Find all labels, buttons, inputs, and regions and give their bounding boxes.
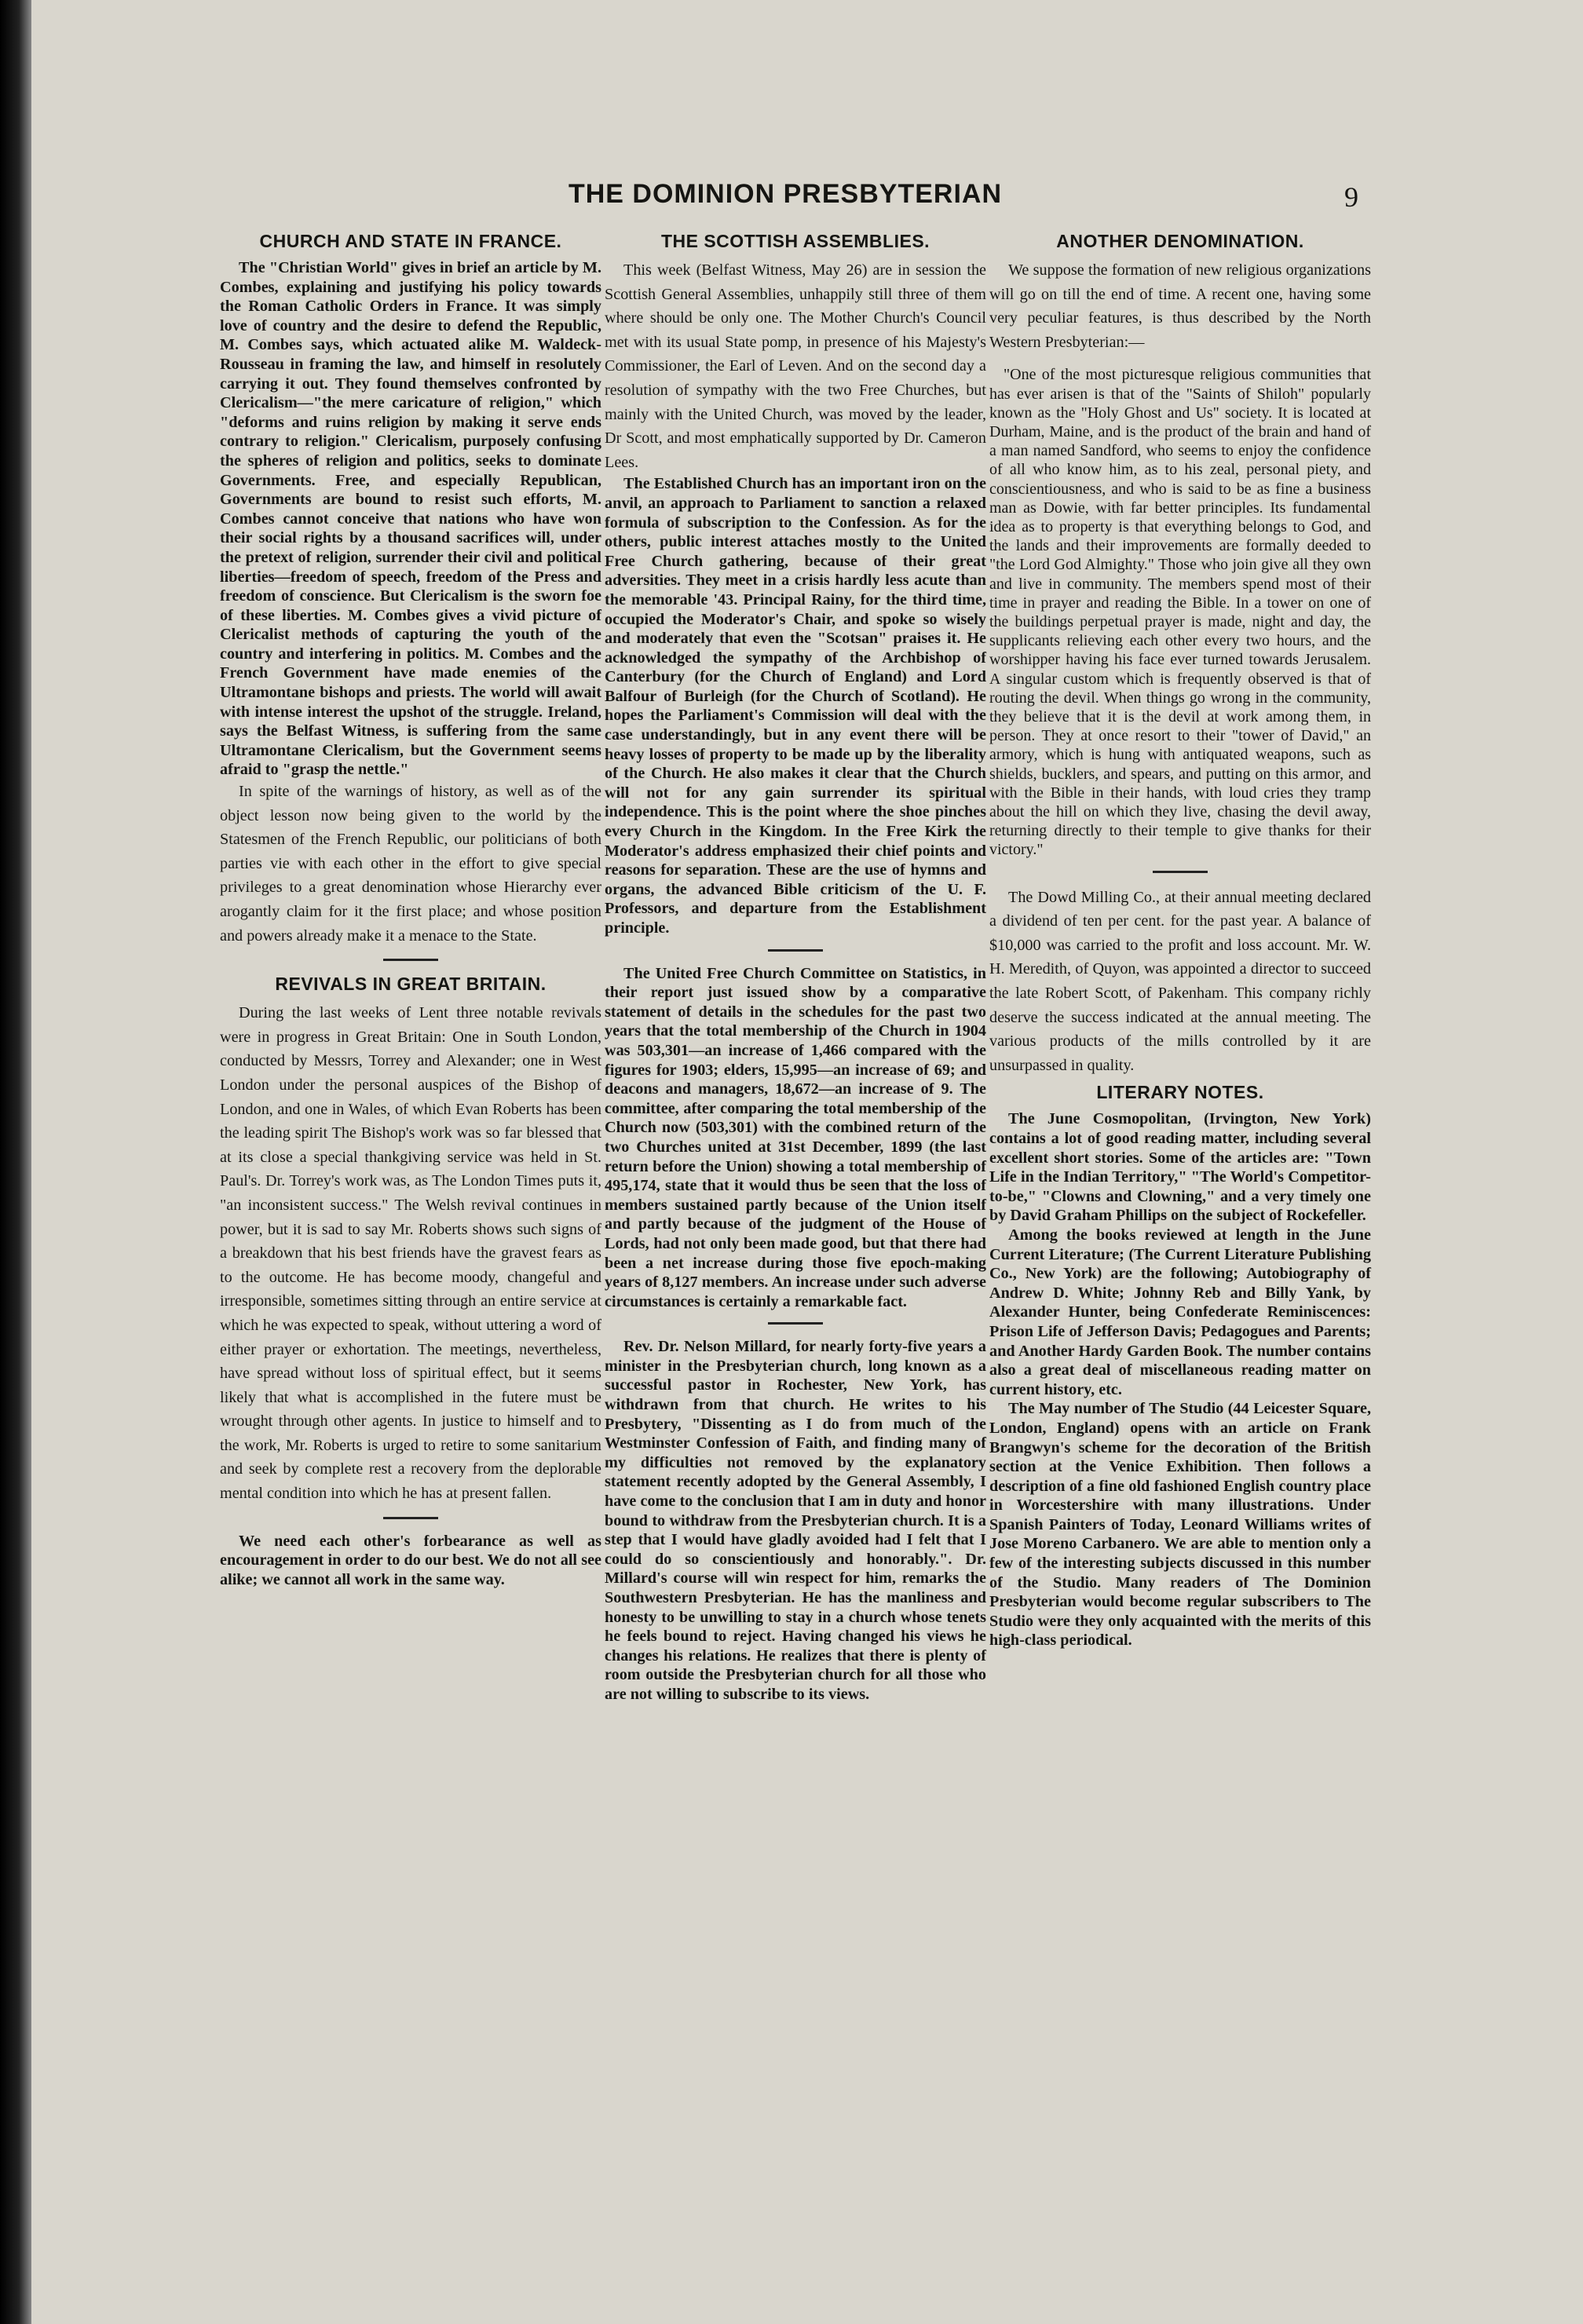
article-heading-denomination: ANOTHER DENOMINATION.: [1056, 231, 1304, 251]
article-paragraph: In spite of the warnings of history, as well as of the object lesson now being given to the world by the Statesmen of the French Republic, our politicians of both parties vie with each other in the effort to give special privileges to a great denomination whose Hierarchy ever arogantly claim for it the first place; and whose position and powers already make it a menace to the State.: [220, 783, 601, 945]
article-heading-assemblies: THE SCOTTISH ASSEMBLIES.: [660, 231, 930, 251]
section-divider: [383, 959, 438, 961]
article-paragraph: We need each other's forbearance as well as encouragement in order to do our best. We do not all see alike; we cannot all work in the same way.: [220, 1532, 601, 1588]
column-3: [989, 226, 1371, 1650]
article-paragraph: This week (Belfast Witness, May 26) are in session the Scottish General Assemblies, unhappily still three of them where should be only one. The Mother Church's Council met with its usual State pomp, in presence of his Majesty's Commissioner, the Earl of Leven. And on the second day a resolution of sympathy with the two Free Churches, but mainly with the United Church, was moved by the leader, Dr Scott, and most emphatically supported by Dr. Cameron Lees.: [605, 261, 986, 471]
article-paragraph: The Established Church has an important iron on the anvil, an approach to Parliament to sanction a relaxed formula of subscription to the Confession. As for the others, public interest attaches mostly to the United Free Church gathering, because of their great adversities. They meet in a crisis hardly less acute than the memorable '43. Principal Rainy, for the third time, occupied the Moderator's Chair, and spoke so wisely and moderately that even the "Scotsan" praises it. He acknowledged the sympathy of the Archbishop of Canterbury (for the Church of England) and Lord Balfour of Burleigh (for the Church of Scotland). He hopes the Parliament's Commission will deal with the case understandingly, but in any event there will be heavy losses of property to be made up by the liberality of the Church. He also makes it clear that the Church will not for any gain surrender its spiritual independence. This is the point where the shoe pinches every Church in the Kingdom. In the Free Kirk the Moderator's address emphasized their chief points and reasons for separation. These are the use of hymns and organs, the advanced Bible criticism of the U. F. Professors, and departure from the Establishment principle.: [605, 475, 986, 937]
article-paragraph: We suppose the formation of new religious organizations will go on till the end of time. A recent one, having some very peculiar features, is thus described by the North Western Presbyterian:—: [989, 261, 1371, 351]
page-number: 9: [1344, 181, 1358, 213]
masthead: THE DOMINION PRESBYTERIAN: [568, 179, 1003, 209]
section-divider: [768, 1322, 823, 1325]
article-heading-church-state: CHURCH AND STATE IN FRANCE.: [259, 231, 562, 251]
article-paragraph: Among the books reviewed at length in the June Current Literature; (The Current Literature Publishing Co., New York) are the following; Autobiography of Andrew D. White; Johnny Reb and Billy Yank, by Alexander Hunter, being Confederate Reminiscences: Prison Life of Jefferson Davis; Pedagogues and Parents; and Another Hardy Garden Book. The number contains also a great deal of miscellaneous reading matter on current history, etc.: [989, 1226, 1371, 1398]
section-divider: [768, 949, 823, 952]
article-paragraph: The June Cosmopolitan, (Irvington, New York) contains a lot of good reading matter, including several excellent short stories. Some of the articles are: "Town Life in the Indian Territory," "The World's Competitor-to-be," "Clowns and Clowning," and a very timely one by David Graham Phillips on the subject of Rockefeller.: [989, 1110, 1371, 1225]
article-paragraph: The "Christian World" gives in brief an article by M. Combes, explaining and justifying his policy towards the Roman Catholic Orders in France. It was simply love of country and the desire to defend the Republic, M. Combes says, which actuated alike M. Waldeck-Rousseau in framing the law, and himself in resolutely carrying it out. They found themselves confronted by Clericalism—"the mere caricature of religion," which "deforms and ruins religion by making it serve ends contrary to religion." Clericalism, purposely confusing the spheres of religion and politics, seeks to dominate Governments. Free, and especially Republican, Governments are bound to resist such efforts, M. Combes cannot conceive that nations who have won their social rights by a thousand sacrifices will, under the pretext of religion, surrender their civil and political liberties—freedom of speech, freedom of the Press and freedom of conscience. But Clericalism is the sworn foe of these liberties. M. Combes gives a vivid picture of Clericalist methods of capturing the youth of the country and interfering in politics. M. Combes and the French Government have made enemies of the Ultramontane bishops and priests. The world will await with intense interest the upshot of the struggle. Ireland, says the Belfast Witness, is suffering from the same Ultramontane Clericalism, but the Government seems afraid to "grasp the nettle.": [220, 259, 601, 779]
column-1: [220, 226, 601, 1589]
article-heading-revivals: REVIVALS IN GREAT BRITAIN.: [275, 974, 547, 995]
article-paragraph: The Dowd Milling Co., at their annual meeting declared a dividend of ten per cent. for the past year. A balance of $10,000 was carried to the profit and loss account. Mr. W. H. Meredith, of Quyon, was appointed a director to succeed the late Robert Scott, of Pakenham. This company richly deserve the success indicated at the annual meeting. The various products of the mills controlled by it are unsurpassed in quality.: [989, 888, 1371, 1074]
article-paragraph: The United Free Church Committee on Statistics, in their report just issued show by a comparative statement of details in the schedules for the past two years that the total membership of the Church in 1904 was 503,301—an increase of 1,466 compared with the figures for 1903; elders, 15,995—an increase of 69; and deacons and managers, 18,672—an increase of 9. The committee, after comparing the total membership of the Church now (503,301) with the combined return of the two Churches united at 31st December, 1899 (the last return before the Union) showing a total membership of 495,174, state that it would thus be seen that the loss of members sustained partly because of the Union itself and partly because of the judgment of the House of Lords, had not only been made good, but that there had been a net increase during those five epoch-making years of 8,127 members. An increase under such adverse circumstances is certainly a remarkable fact.: [605, 964, 986, 1310]
article-paragraph: During the last weeks of Lent three notable revivals were in progress in Great Britain: One in South London, conducted by Messrs, Torrey and Alexander; one in West London under the personal auspices of the Bishop of London, and one in Wales, of which Evan Roberts has been the leading spirit The Bishop's work was so far blessed that at its close a special thankgiving service was held in St. Paul's. Dr. Torrey's work was, as The London Times puts it, "an inconsistent success." The Welsh revival continues in power, but it is sad to say Mr. Roberts shows such signs of a breakdown that his best friends have the gravest fears as to the outcome. He has become moody, changeful and irresponsible, sometimes sitting through an entire service at which he was expected to speak, without uttering a word of either prayer or exhortation. The meetings, nevertheless, have spread without loss of spiritual effect, but it seems likely that what is accomplished in the futere must be wrought through other agents. In justice to himself and to the work, Mr. Roberts is urged to retire to some sanitarium and seek by complete rest a recovery from the deplorable mental condition into which he has at present fallen.: [220, 1004, 601, 1503]
page-header: [188, 179, 1382, 226]
article-paragraph: The May number of The Studio (44 Leicester Square, London, England) opens with an article on Frank Brangwyn's scheme for the decoration of the British section at the Venice Exhibition. Then follows a description of a fine old fashioned English country place in Worcestershire with many illustrations. Under Spanish Painters of Today, Leonard Williams writes of Jose Moreno Carbanero. We are able to mention only a few of the interesting subjects discussed in this number of the Studio. Many readers of The Dominion Presbyterian would become regular subscribers to The Studio were they only acquainted with the merits of this high-class periodical.: [989, 1400, 1371, 1650]
scan-edge-shadow: [0, 0, 31, 2324]
article-quote: "One of the most picturesque religious communities that has ever arisen is that of the "Saints of Shiloh" popularly known as the "Holy Ghost and Us" society. It is located at Durham, Maine, and is the product of the brain and hand of a man named Sandford, who seems to enjoy the confidence of all who know him, as to his zeal, personal piety, and conscientiousness, and who is said to be as fine a business man as Dowie, with far better principles. Its fundamental idea as to property is that everything belongs to God, and the lands and their improvements are formally deeded to "the Lord God Almighty." Those who join give all they own and live in community. The members spend most of their time in prayer and reading the Bible. In a tower on one of the buildings perpetual prayer is made, night and day, the supplicants relieving each other every two hours, and the worshipper having his face ever turned towards Jerusalem. A singular custom which is frequently observed is that of routing the devil. When things go wrong in the community, they believe that it is the devil at work among them, in person. They at once resort to their "tower of David," an armory, which is hung with antiquated weapons, such as shields, bucklers, and spears, and putting on this armor, and with the Bible in their hands, with loud cries they tramp about the hill on which they live, chasing the devil away, returning directly to their temple to give thanks for their victory.": [989, 366, 1371, 859]
column-2: [605, 226, 986, 1705]
article-heading-literary: LITERARY NOTES.: [1096, 1082, 1264, 1103]
article-paragraph: Rev. Dr. Nelson Millard, for nearly forty-five years a minister in the Presbyterian church, long known as a successful pastor in Rochester, New York, has withdrawn from that church. He writes to his Presbytery, "Dissenting as I do from much of the Westminster Confession of Faith, and finding many of my difficulties not removed by the explanatory statement recently adopted by the General Assembly, I have come to the conclusion that I am in duty and honor bound to withdraw from the Presbyterian church. It is a step that I would have gladly avoided had I felt that I could do so conscientiously and honorably.". Dr. Millard's course will win respect for him, remarks the Southwestern Presbyterian. He has the manliness and honesty to be unwilling to stay in a church whose tenets he feels bound to reject. Having changed his views he changes his relations. He realizes that there is plenty of room outside the Presbyterian church for all those who are not willing to subscribe to its views.: [605, 1338, 986, 1703]
section-divider: [383, 1517, 438, 1519]
section-divider: [1153, 871, 1208, 873]
